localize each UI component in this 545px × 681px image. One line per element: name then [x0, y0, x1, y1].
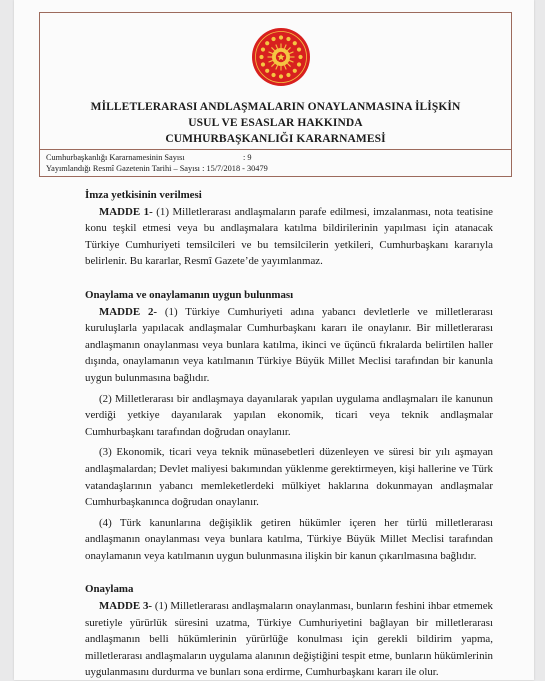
paragraph: (2) Milletlerarası bir andlaşmaya dayanılarak yapılan uygulama andlaşmaları ile kanunun verdiği yetkiye dayanılarak yapılan ekonomik, ticari veya teknik andlaşmalar Cumhurbaşkanı tarafından doğrudan onaylanır. [85, 392, 493, 438]
meta-decree-number-value: : 9 [243, 153, 252, 162]
article-label: MADDE 2- [99, 305, 158, 318]
paragraph: (3) Ekonomik, ticari veya teknik münasebetleri düzenleyen ve süresi bir yılı aşmayan andlaşmalardan; Devlet maliyesi bakımından yüklenme gerektirmeyen, kişi hallerine ve Türk vatandaşlarının yabancı memleketlerdeki mülkiyet haklarına dokunmayan andlaşmalar Cumhurbaşkanınca doğrudan onaylanır. [85, 446, 493, 509]
paragraph: (4) Türk kanunlarına değişiklik getiren hükümler içeren her türlü milletlerarası andlaşmanın onaylanması veya bunlara katılma, Türkiye Büyük Millet Meclisi tarafından onaylamanın veya katılmanın uygun bulunmasına ilişkin bir kanun çıkarılmasına bağlıdır. [85, 516, 493, 562]
article-text: (1) Türkiye Cumhuriyeti adına yabancı devletlerle ve milletlerarası kuruluşlarla yapılacak andlaşmalar Cumhurbaşkanı kararı ile onaylanır. Bir milletlerarası andlaşmanın onaylanması veya bunlara katılma, ikinci ve üçüncü fıkralarda belirtilen haller dışında, onaylamanın veya katılmanın Türkiye Büyük Millet Meclisi tarafından bir kanunla uygun bulunmasına bağlıdır. [85, 305, 493, 384]
meta-gazette [46, 164, 268, 173]
meta-decree-number [46, 153, 252, 162]
document-body [85, 178, 493, 681]
document-title-line-2: USUL VE ESASLAR HAKKINDA [188, 117, 363, 129]
article-paragraph [85, 204, 493, 270]
section-heading: Onaylama [85, 583, 134, 596]
article-paragraph [85, 304, 493, 387]
document-header [39, 12, 512, 177]
meta-gazette-value: : 15/7/2018 - 30479 [202, 164, 268, 173]
article-text: (1) Milletlerarası andlaşmaların onaylanması, bunların feshini ihbar etmemek suretiyle yürürlük süresini uzatma, Türkiye Cumhuriyetini bağlayan bir milletlerarası andlaşmanın belli hükümlerinin yürürlüğe konulması için gerekli bildirim yapma, milletlerarası andlaşmaların uygulama alanının değiştiğini tespit etme, bunların hükümlerinin uygulanmasını durdurma ve bunları sona erdirme, Cumhurbaşkanı kararı ile olur. [85, 600, 493, 679]
document-page [14, 0, 534, 680]
presidential-seal-icon [251, 27, 311, 87]
document-title-line-3: CUMHURBAŞKANLIĞI KARARNAMESİ [165, 133, 386, 145]
section-heading: Onaylama ve onaylamanın uygun bulunması [85, 288, 294, 301]
meta-gazette-label: Yayımlandığı Resmî Gazetenin Tarihi – Sayısı [46, 164, 200, 173]
section-heading: İmza yetkisinin verilmesi [85, 189, 202, 201]
document-title-line-1: MİLLETLERARASI ANDLAŞMALARIN ONAYLANMASINA İLİŞKİN [90, 101, 461, 113]
article-label: MADDE 1- [99, 205, 153, 218]
meta-decree-number-label: Cumhurbaşkanlığı Kararnamesinin Sayısı [46, 153, 185, 162]
header-divider [40, 149, 511, 150]
article-label: MADDE 3- [99, 600, 153, 613]
article-paragraph [85, 598, 493, 681]
article-text: (1) Milletlerarası andlaşmaların parafe edilmesi, imzalanması, nota teatisine konu teşkil etmesi veya bu andlaşmalara katılma bildirilerinin yapılması için atanacak Türkiye Cumhuriyeti temsilcileri ve bu temsilcilerin yetkileri, Cumhurbaşkanı kararıyla belirlenir. Bu kararlar, Resmî Gazete’de yayımlanmaz. [85, 205, 493, 268]
